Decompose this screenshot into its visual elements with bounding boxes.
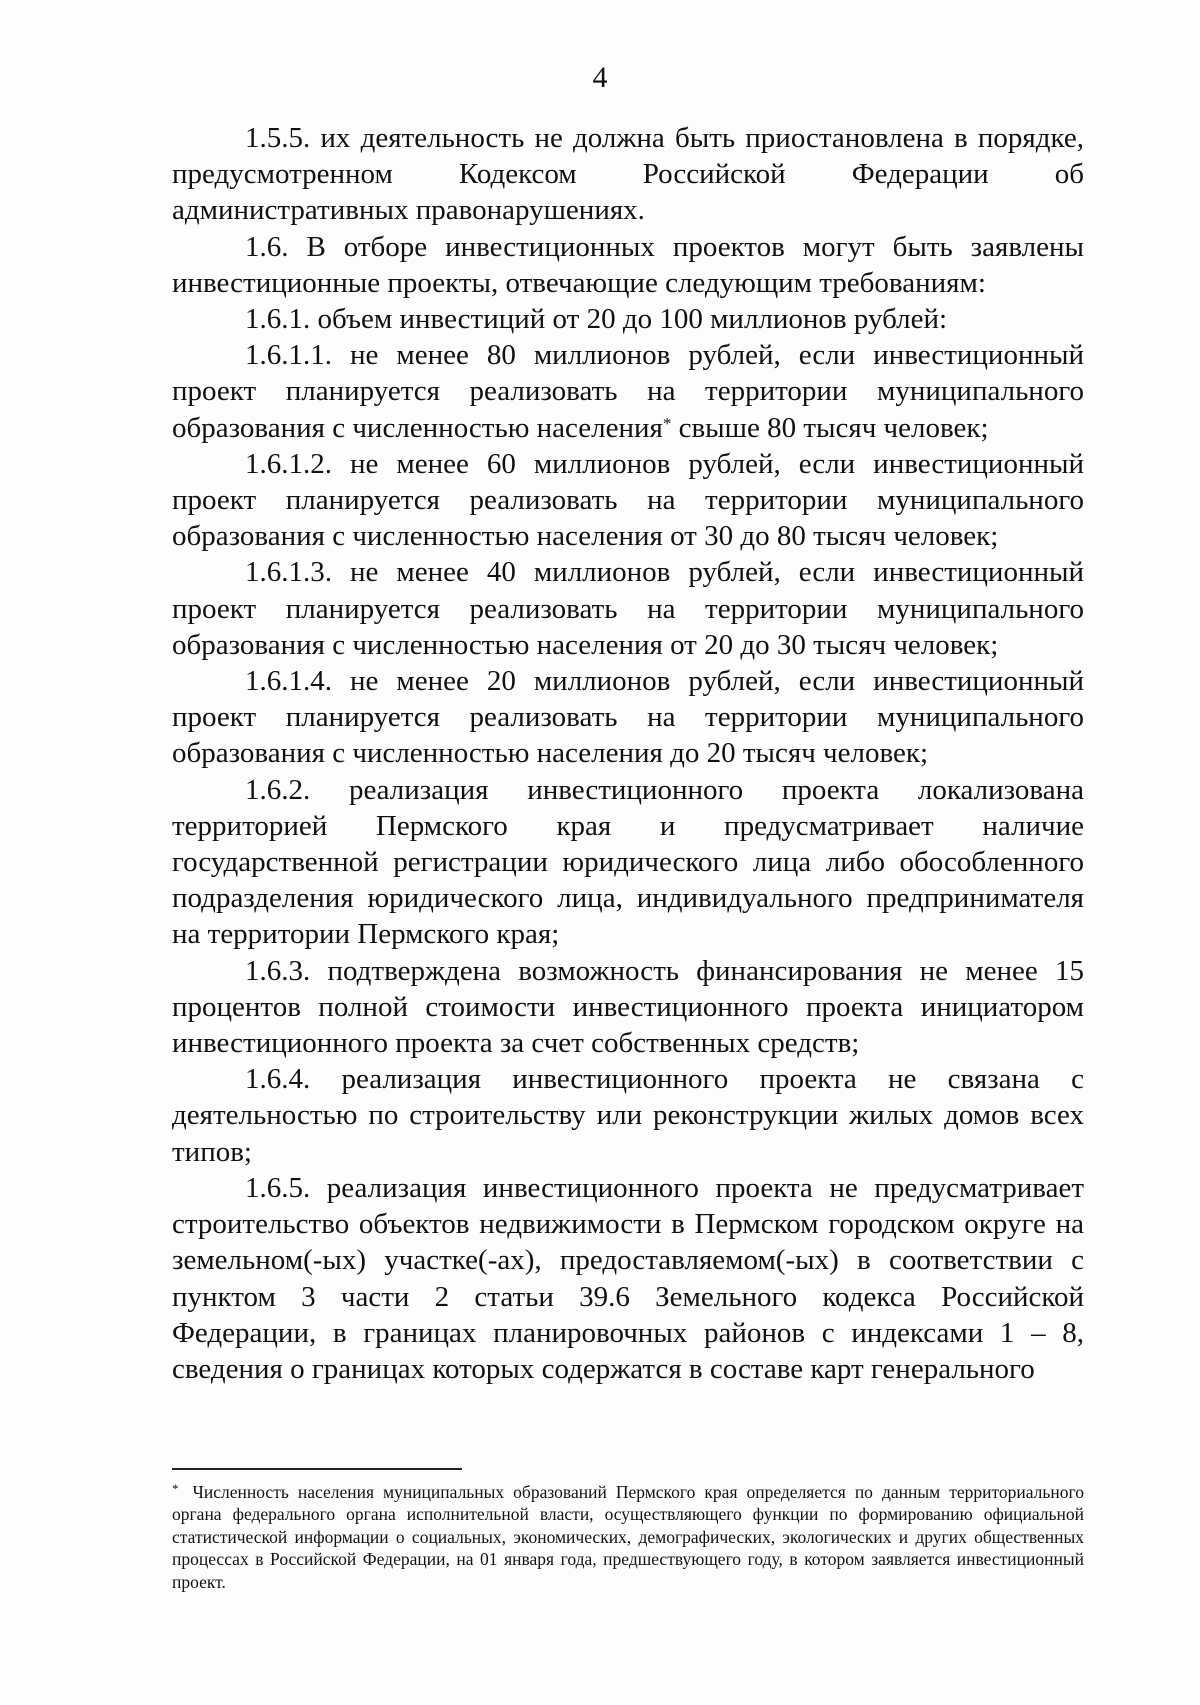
paragraph-1-6-1-1 — [172, 337, 1084, 446]
paragraph-1-6-1-2: 1.6.1.2. не менее 60 миллионов рублей, если инвестиционный проект планируется реализовать на территории муниципального образования с численностью населения от 30 до 80 тысяч человек; — [172, 447, 1084, 553]
footnote-separator — [172, 1468, 462, 1470]
paragraph-1-5-5: 1.5.5. их деятельность не должна быть приостановлена в порядке, предусмотренном Кодексом Российской Федерации об административных правонарушениях. — [172, 122, 1084, 227]
document-body — [172, 120, 1084, 1387]
paragraph-1-6-1: 1.6.1. объем инвестиций от 20 до 100 миллионов рублей: — [245, 303, 948, 336]
paragraph-1-6-1-1-text: 1.6.1.1. не менее 80 миллионов рублей, если инвестиционный проект планируется реализовать на территории муниципального образования с численностью населения — [172, 339, 1084, 444]
paragraph-1-6-1-3: 1.6.1.3. не менее 40 миллионов рублей, если инвестиционный проект планируется реализовать на территории муниципального образования с численностью населения от 20 до 30 тысяч человек; — [172, 556, 1084, 661]
footnote — [172, 1481, 1084, 1593]
page-number: 4 — [592, 61, 608, 94]
paragraph-1-6-4: 1.6.4. реализация инвестиционного проекта не связана с деятельностью по строительству или реконструкции жилых домов всех типов; — [172, 1063, 1084, 1168]
paragraph-1-6: 1.6. В отборе инвестиционных проектов могут быть заявлены инвестиционные проекты, отвечающие следующим требованиям: — [172, 230, 1084, 299]
footnote-text: Численность населения муниципальных образований Пермского края определяется по данным территориального органа федерального органа исполнительной власти, осуществляющего функции по формированию официальной статистической информации о социальных, экономических, демографических, экологических и других общественных процессах в Российской Федерации, на 01 января года, предшествующего году, в котором заявляется инвестиционный проект. — [172, 1482, 1084, 1592]
paragraph-1-6-5: 1.6.5. реализация инвестиционного проекта не предусматривает строительство объектов недвижимости в Пермском городском округе на земельном(-ых) участке(-ах), предоставляемом(-ых) в соответствии с пунктом 3 части 2 статьи 39.6 Земельного кодекса Российской Федерации, в границах планировочных районов с индексами 1 – 8, сведения о границах которых содержатся в составе карт генерального — [172, 1171, 1084, 1385]
paragraph-1-6-1-4: 1.6.1.4. не менее 20 миллионов рублей, если инвестиционный проект планируется реализовать на территории муниципального образования с численностью населения до 20 тысяч человек; — [172, 665, 1084, 770]
paragraph-1-6-2: 1.6.2. реализация инвестиционного проекта локализована территорией Пермского края и предусматривает наличие государственной регистрации юридического лица либо обособленного подразделения юридического лица, индивидуального предпринимателя на территории Пермского края; — [172, 773, 1084, 951]
footnote-marker: * — [172, 1481, 179, 1496]
paragraph-1-6-3: 1.6.3. подтверждена возможность финансирования не менее 15 процентов полной стоимости инвестиционного проекта инициатором инвестиционного проекта за счет собственных средств; — [172, 954, 1084, 1060]
paragraph-1-6-1-1-text-end: свыше 80 тысяч человек; — [671, 411, 989, 444]
footnote-reference-marker: * — [662, 413, 672, 433]
